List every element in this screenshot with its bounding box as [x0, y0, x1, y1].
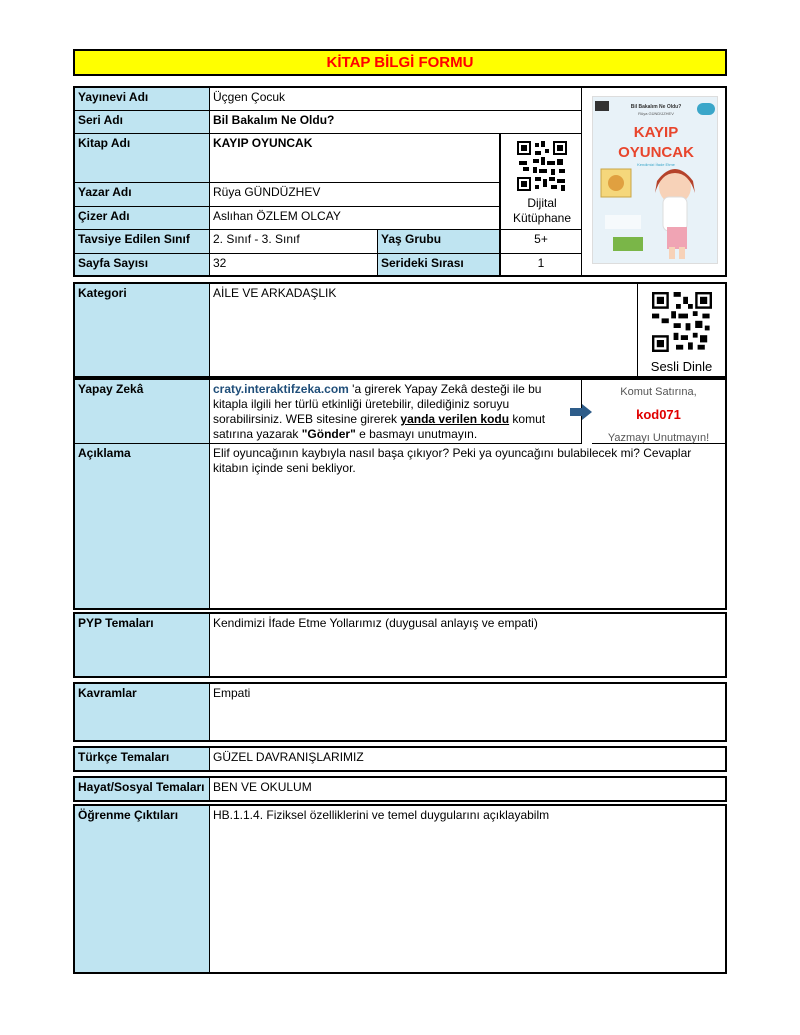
illustrator-value: Aslıhan ÖZLEM OLCAY: [210, 207, 500, 230]
form-title: KİTAP BİLGİ FORMU: [73, 49, 727, 76]
ai-send: "Gönder": [301, 427, 356, 441]
ai-text-3: e basmayı unutmayın.: [355, 427, 478, 441]
ai-text-2: komut satırına yazarak: [213, 412, 546, 441]
cover-title-1: KAYIP: [633, 124, 679, 141]
illustrator-label: Çizer Adı: [75, 207, 210, 230]
digital-library-label: Dijital Kütüphane: [512, 196, 572, 225]
arrow-right-icon: [570, 404, 592, 420]
pyp-label: PYP Temaları: [75, 614, 210, 676]
ai-emph: yanda verilen kodu: [400, 412, 510, 426]
book-label: Kitap Adı: [75, 134, 210, 183]
turkish-value: GÜZEL DAVRANIŞLARIMIZ: [213, 750, 364, 764]
dont-forget-label: Yazmayı Unutmayın!: [607, 432, 710, 444]
command-line-label: Komut Satırına,: [620, 386, 697, 398]
concepts-label: Kavramlar: [75, 684, 210, 740]
listen-qr-icon[interactable]: [652, 292, 712, 352]
series-label: Seri Adı: [75, 111, 210, 134]
cover-title-2: OYUNCAK: [618, 144, 694, 161]
book-cover-image: [592, 96, 718, 264]
pages-label: Sayfa Sayısı: [75, 254, 210, 275]
description-label: Açıklama: [75, 444, 210, 608]
concepts-value: Empati: [213, 686, 251, 700]
command-cell: [592, 380, 725, 444]
author-label: Yazar Adı: [75, 183, 210, 207]
qr-code-icon[interactable]: [517, 141, 567, 191]
book-cover-illustration: [593, 97, 718, 264]
ai-label: Yapay Zekâ: [75, 380, 210, 444]
publisher-label: Yayınevi Adı: [75, 88, 210, 111]
listen-cell: [638, 284, 725, 376]
command-code[interactable]: kod071: [636, 407, 681, 422]
ai-text: [210, 380, 582, 444]
category-value: AİLE VE ARKADAŞLIK: [210, 284, 638, 376]
clapper-icon: [595, 101, 609, 111]
age-value: 5+: [500, 230, 582, 254]
headphone-icon: [697, 103, 715, 115]
cover-subtitle: Kendimizi İfade Etme: [637, 162, 675, 167]
grade-label: Tavsiye Edilen Sınıf: [75, 230, 210, 254]
ai-site-link[interactable]: craty.interaktifzeka.com: [213, 382, 349, 396]
order-value: 1: [500, 254, 582, 275]
turkish-label: Türkçe Temaları: [75, 748, 210, 770]
series-value: Bil Bakalım Ne Oldu?: [210, 111, 582, 134]
outcomes-value: HB.1.1.4. Fiziksel özelliklerini ve temel duygularını açıklayabilm: [213, 808, 550, 822]
pyp-value: Kendimizi İfade Etme Yollarımız (duygusal anlayış ve empati): [213, 616, 538, 630]
grade-value: 2. Sınıf - 3. Sınıf: [210, 230, 378, 254]
listen-label: Sesli Dinle: [650, 359, 713, 374]
ai-text-1: 'a girerek Yapay Zekâ desteği ile bu kitapla ilgili her türlü etkinliği üretebilir, dilediğiniz soruyu sorabilirsiniz. WEB sitesine girerek: [213, 382, 542, 426]
cover-toy: [613, 237, 643, 251]
social-value: BEN VE OKULUM: [213, 780, 312, 794]
cover-author: Rüya GÜNDÜZHEV: [638, 111, 674, 116]
order-label: Serideki Sırası: [378, 254, 500, 275]
age-label: Yaş Grubu: [378, 230, 500, 254]
publisher-value: Üçgen Çocuk: [210, 88, 582, 111]
cover-series: Bil Bakalım Ne Oldu?: [630, 104, 682, 110]
category-label: Kategori: [75, 284, 210, 376]
book-value: KAYIP OYUNCAK: [210, 134, 500, 183]
outcomes-label: Öğrenme Çıktıları: [75, 806, 210, 972]
social-label: Hayat/Sosyal Temaları: [75, 778, 210, 800]
digital-library-cell: [500, 134, 582, 230]
pages-value: 32: [210, 254, 378, 275]
description-value: Elif oyuncağının kaybıyla nasıl başa çıkıyor? Peki ya oyuncağını bulabilecek mi? Cevaplar kitabın içinde seni bekliyor.: [213, 446, 692, 475]
author-value: Rüya GÜNDÜZHEV: [210, 183, 500, 207]
